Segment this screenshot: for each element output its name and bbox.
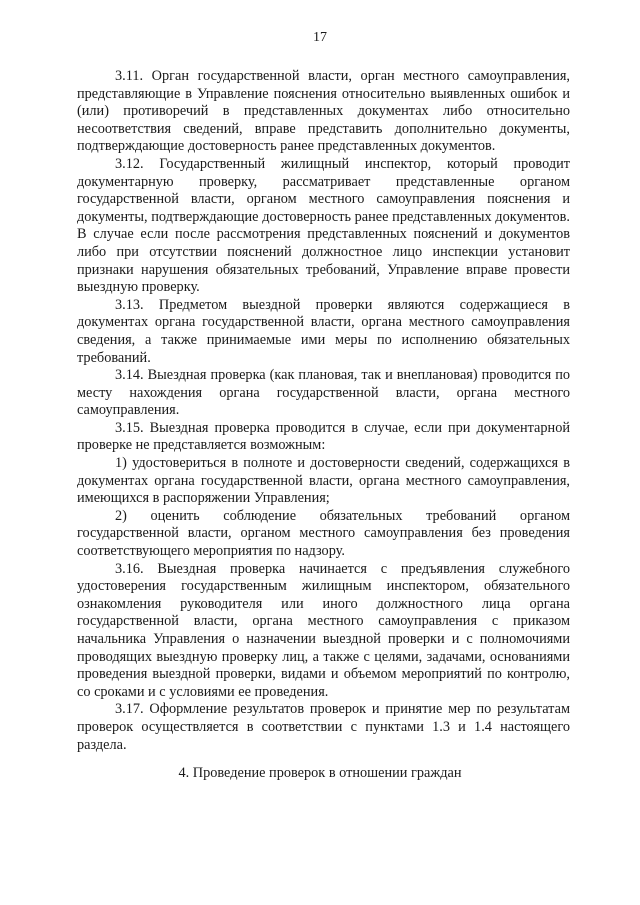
list-item-1: 1) удостовериться в полноте и достоверности сведений, содержащихся в документах органа государственной власти, органа местного самоуправления, имеющихся в распоряжении Управления;	[77, 455, 570, 507]
paragraph-3-16: 3.16. Выездная проверка начинается с предъявления служебного удостоверения государственным жилищным инспектором, обязательного ознакомления руководителя или иного должностного лица органа государственной власти, органа местного самоуправления с приказом начальника Управления о назначении выездной проверки и с полномочиями проводящих выездную проверку лиц, а также с целями, задачами, основаниями проведения выездной проверки, видами и объемом мероприятий по контролю, со сроками и с условиями ее проведения.	[77, 560, 570, 700]
page-number: 17	[313, 30, 327, 45]
paragraph-3-13: 3.13. Предметом выездной проверки являются содержащиеся в документах органа государственной власти, органа местного самоуправления сведения, а также принимаемые ими меры по исполнению обязательных требований.	[77, 296, 570, 366]
document-body	[77, 68, 570, 754]
paragraph-3-14: 3.14. Выездная проверка (как плановая, так и внеплановая) проводится по месту нахождения органа государственной власти, органа местного самоуправления.	[77, 367, 570, 419]
paragraph-3-12: 3.12. Государственный жилищный инспектор, который проводит документарную проверку, рассматривает представленные органом государственной власти, органом местного самоуправления пояснения и документы, подтверждающие достоверность ранее представленных документов. В случае если после рассмотрения представленных пояснений и документов либо при отсутствии пояснений должностное лицо инспекции установит признаки нарушения обязательных требований, Управление вправе провести выездную проверку.	[77, 155, 570, 296]
paragraph-3-15: 3.15. Выездная проверка проводится в случае, если при документарной проверке не представляется возможным:	[77, 419, 570, 454]
paragraph-3-17: 3.17. Оформление результатов проверок и принятие мер по результатам проверок осуществляется в соответствии с пунктами 1.3 и 1.4 настоящего раздела.	[77, 701, 570, 753]
section-heading: 4. Проведение проверок в отношении граждан	[178, 765, 462, 781]
paragraph-3-11: 3.11. Орган государственной власти, орган местного самоуправления, представляющие в Управление пояснения относительно выявленных ошибок и (или) противоречий в представленных документах либо относительно несоответствия сведений, вправе представить дополнительно документы, подтверждающие достоверность ранее представленных документов.	[77, 68, 570, 155]
list-item-2: 2) оценить соблюдение обязательных требований органом государственной власти, органом местного самоуправления без проведения соответствующего мероприятия по надзору.	[77, 507, 570, 560]
